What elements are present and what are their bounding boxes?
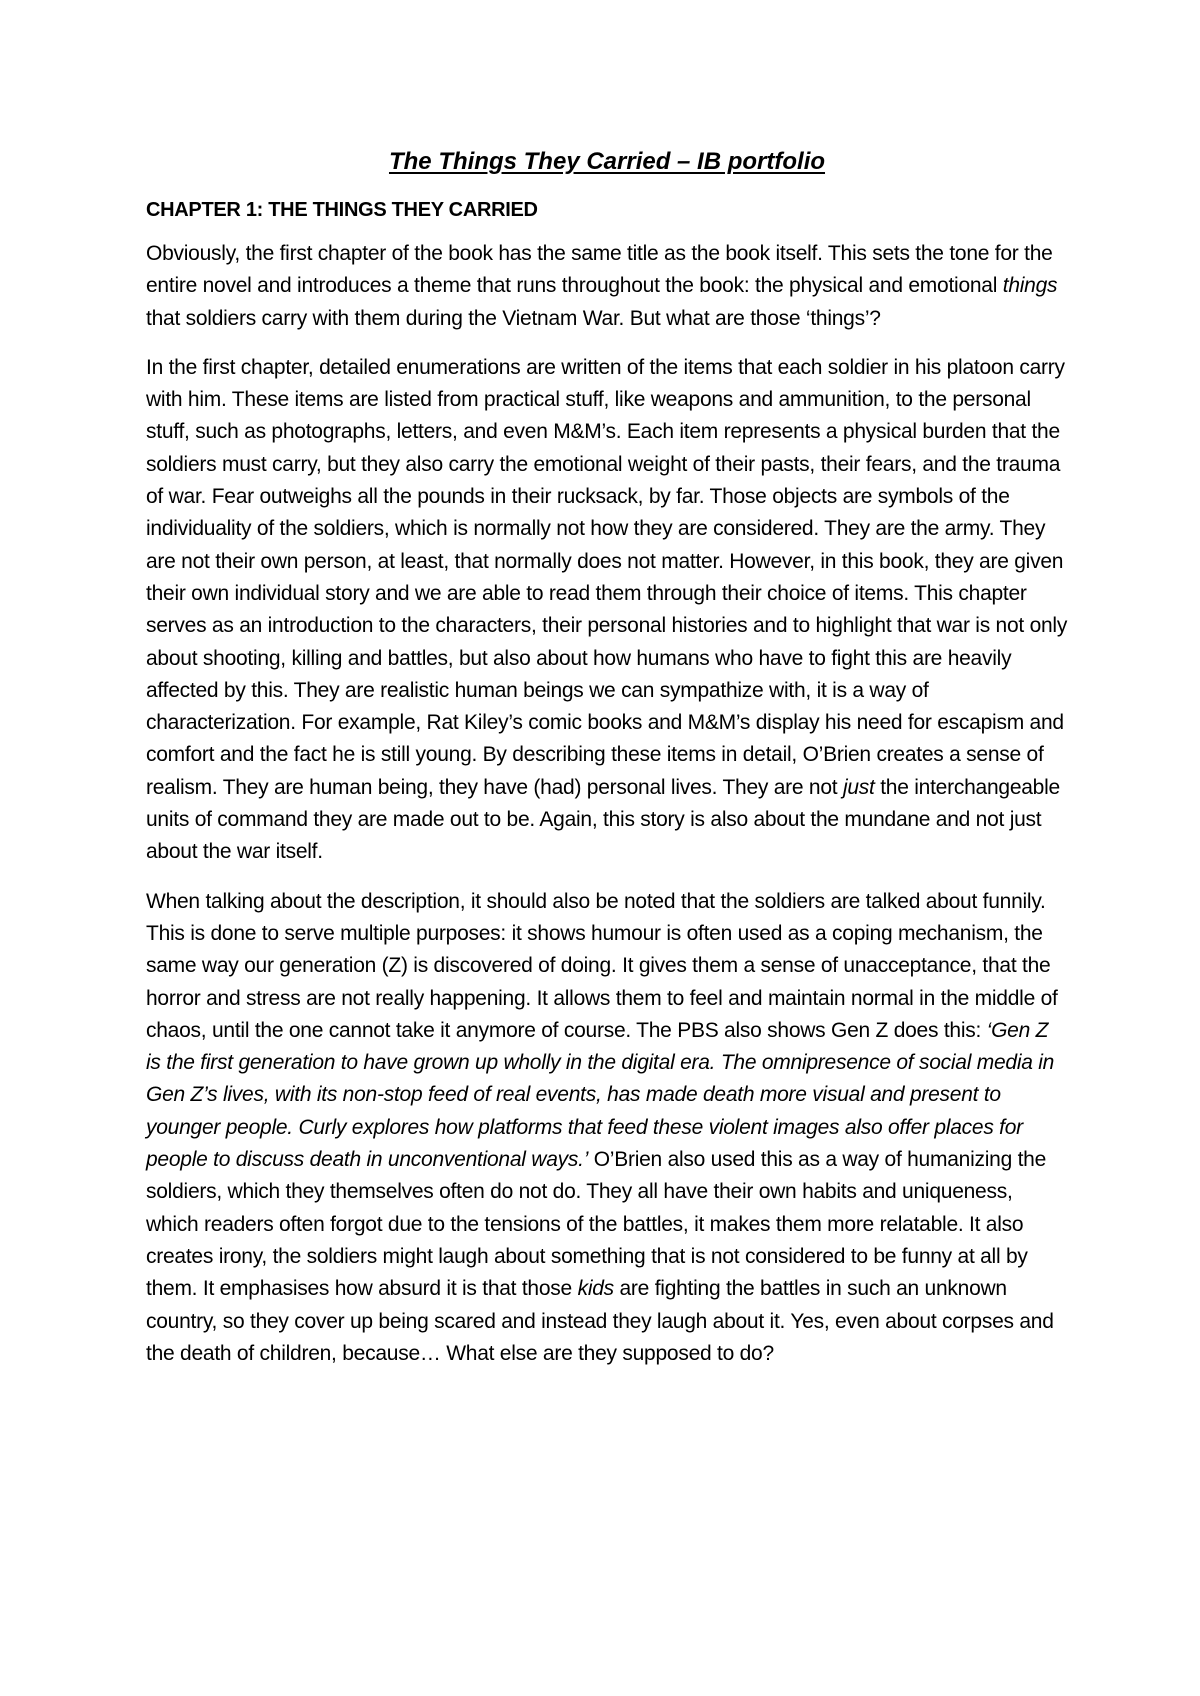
paragraph-italic-text: things	[1002, 274, 1058, 298]
paragraph-2	[146, 352, 1068, 869]
paragraph-text: Obviously, the first chapter of the book has the same title as the book itself. This sets the tone for the entire novel and introduces a theme that runs throughout the book: the physical and emotional	[146, 242, 1053, 298]
paragraph-3	[146, 886, 1068, 1370]
paragraph-text: are fighting the battles in such an unknown country, so they cover up being scared and instead they laugh about it. Yes, even about corpses and the death of children, because… What else are they supposed to do?	[146, 1277, 1054, 1365]
document-body	[146, 144, 1068, 1387]
paragraph-text: the interchangeable units of command they are made out to be. Again, this story is also about the mundane and not just about the war itself.	[146, 775, 1060, 864]
paragraph-text: that soldiers carry with them during the Vietnam War. But what are those ‘things’?	[146, 306, 881, 330]
paragraph-italic-text: just	[842, 775, 875, 799]
paragraph-italic-text: kids	[577, 1277, 614, 1301]
paragraph-text: O’Brien also used this as a way of humanizing the soldiers, which they themselves often do not do. They all have their own habits and uniqueness, which readers often forgot due to the tensions of the battles, it makes them more relatable. It also creates irony, the soldiers might laugh about something that is not considered to be funny at all by them. It emphasises how absurd it is that those	[146, 1148, 1047, 1301]
paragraph-text: When talking about the description, it should also be noted that the soldiers are talked about funnily. This is done to serve multiple purposes: it shows humour is often used as a coping mechanism, the same way our generation (Z) is discovered of doing. It gives them a sense of unacceptance, that the horror and stress are not really happening. It allows them to feel and maintain normal in the middle of chaos, until the one cannot take it anymore of course. The PBS also shows Gen Z does this:	[146, 889, 1058, 1042]
paragraph-1	[146, 238, 1068, 335]
chapter-heading: CHAPTER 1: THE THINGS THEY CARRIED	[146, 199, 538, 221]
paragraph-quote: ‘Gen Z is the first generation to have grown up wholly in the digital era. The omnipresence of social media in Gen Z’s lives, with its non-stop feed of real events, has made death more visual and present to younger people. Curly explores how platforms that feed these violent images also offer places for people to discuss death in unconventional ways.’	[146, 1018, 1055, 1172]
document-title: The Things They Carried – IB portfolio	[388, 148, 826, 175]
paragraph-text: In the first chapter, detailed enumerations are written of the items that each soldier in his platoon carry with him. These items are listed from practical stuff, like weapons and ammunition, to the personal stuff, such as photographs, letters, and even M&M’s. Each item represents a physical burden that the soldiers must carry, but they also carry the emotional weight of their pasts, their fears, and the trauma of war. Fear outweighs all the pounds in their rucksack, by far. Those objects are symbols of the individuality of the soldiers, which is normally not how they are considered. They are the army. They are not their own person, at least, that normally does not matter. However, in this book, they are given their own individual story and we are able to read them through their choice of items. This chapter serves as an introduction to the characters, their personal histories and to highlight that war is not only about shooting, killing and battles, but also about how humans who have to fight this are heavily affected by this. They are realistic human beings we can sympathize with, it is a way of characterization. For example, Rat Kiley’s comic books and M&M’s display his need for escapism and comfort and the fact he is still young. By describing these items in detail, O’Brien creates a sense of realism. They are human being, they have (had) personal lives. They are not	[146, 355, 1068, 799]
